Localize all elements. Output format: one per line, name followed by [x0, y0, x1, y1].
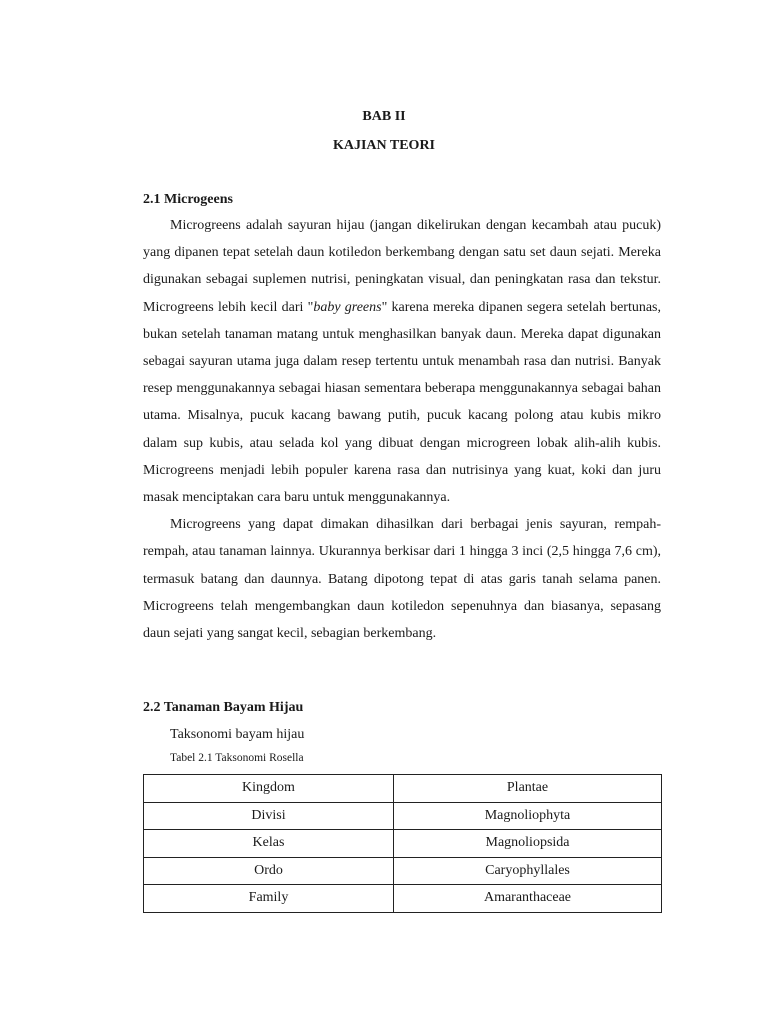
table-row: [144, 857, 662, 885]
table-cell-rank: Family: [144, 885, 394, 913]
section-heading-bayam: 2.2 Tanaman Bayam Hijau: [143, 700, 304, 715]
table-caption: Tabel 2.1 Taksonomi Rosella: [170, 752, 304, 764]
chapter-title: KAJIAN TEORI: [332, 138, 436, 153]
table-cell-value: Magnoliopsida: [394, 830, 662, 858]
table-intro-text: Taksonomi bayam hijau: [170, 727, 305, 742]
paragraph: [143, 212, 661, 511]
table-cell-value: Amaranthaceae: [394, 885, 662, 913]
paragraph-text: Microgreens adalah sayuran hijau (jangan dikelirukan dengan kecambah atau pucuk) yang dipanen tepat setelah daun kotiledon berkembang dengan satu set daun sejati. Mereka digunakan sebagai suplemen nutrisi, peningkatan visual, dan peningkatan rasa dan tekstur. Microgreens lebih kecil dari ": [143, 218, 661, 315]
table-cell-value: Caryophyllales: [394, 857, 662, 885]
table-cell-rank: Divisi: [144, 802, 394, 830]
section-body-microgreens: [143, 212, 661, 647]
taxonomy-table: [143, 774, 662, 913]
emphasis-text: baby greens: [313, 299, 382, 315]
table-row: [144, 775, 662, 803]
section-heading-microgreens: 2.1 Microgeens: [143, 192, 233, 207]
chapter-number: BAB II: [362, 109, 406, 124]
table-row: [144, 830, 662, 858]
paragraph-text: " karena mereka dipanen segera setelah bertunas, bukan setelah tanaman matang untuk menghasilkan banyak daun. Mereka dapat digunakan sebagai sayuran utama juga dalam resep tertentu untuk menambah rasa dan nutrisi. Banyak resep menggunakannya sebagai hiasan sementara beberapa menggunakannya sebagai bahan utama. Misalnya, pucuk kacang bawang putih, pucuk kacang polong atau kubis mikro dalam sup kubis, atau selada kol yang dibuat dengan microgreen lobak alih-alih kubis. Microgreens menjadi lebih populer karena rasa dan nutrisinya yang kuat, koki dan juru masak menciptakan cara baru untuk menggunakannya.: [143, 299, 661, 506]
table-cell-rank: Ordo: [144, 857, 394, 885]
table-row: [144, 802, 662, 830]
table-cell-rank: Kingdom: [144, 775, 394, 803]
table-row: [144, 885, 662, 913]
table-cell-value: Plantae: [394, 775, 662, 803]
table-cell-value: Magnoliophyta: [394, 802, 662, 830]
paragraph: Microgreens yang dapat dimakan dihasilkan dari berbagai jenis sayuran, rempah-rempah, atau tanaman lainnya. Ukurannya berkisar dari 1 hingga 3 inci (2,5 hingga 7,6 cm), termasuk batang dan daunnya. Batang dipotong tepat di atas garis tanah selama panen. Microgreens telah mengembangkan daun kotiledon sepenuhnya dan biasanya, sepasang daun sejati yang sangat kecil, sebagian berkembang.: [143, 517, 661, 642]
table-cell-rank: Kelas: [144, 830, 394, 858]
